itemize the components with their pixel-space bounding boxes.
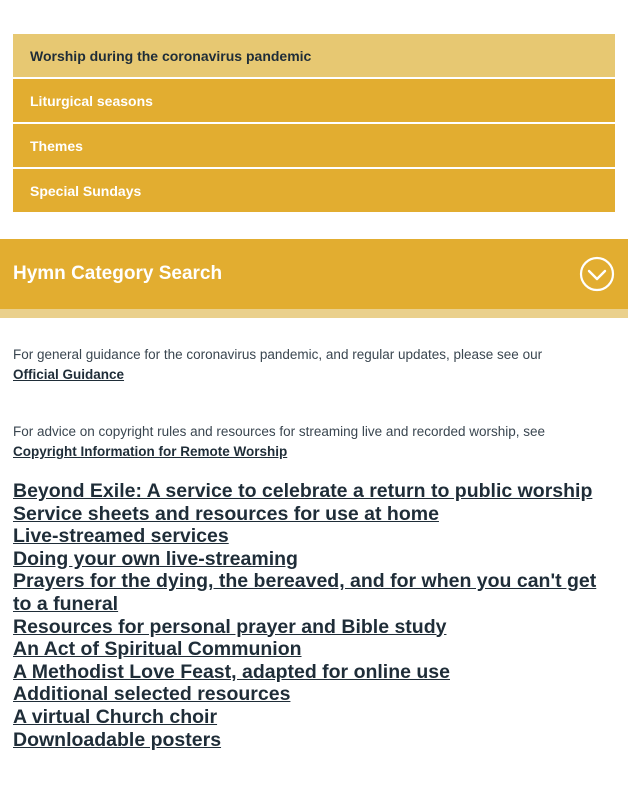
menu-item-label: Themes — [30, 137, 83, 154]
resource-link-service-sheets[interactable]: Service sheets and resources for use at home — [13, 502, 439, 525]
menu-item-worship-coronavirus[interactable] — [13, 34, 615, 77]
menu-item-label: Liturgical seasons — [30, 92, 153, 109]
menu-item-special-sundays[interactable] — [13, 169, 615, 212]
menu-item-label: Special Sundays — [30, 182, 142, 199]
copyright-info-link[interactable]: Copyright Information for Remote Worship — [13, 444, 288, 459]
resource-link-beyond-exile[interactable]: Beyond Exile: A service to celebrate a return to public worship — [13, 480, 593, 502]
menu-item-liturgical-seasons[interactable] — [13, 79, 615, 122]
menu-item-label: Worship during the coronavirus pandemic — [30, 47, 312, 64]
resource-link-additional-resources[interactable]: Additional selected resources — [13, 683, 291, 706]
search-bar-underline — [0, 309, 628, 318]
resource-link-love-feast[interactable]: A Methodist Love Feast, adapted for online use — [13, 660, 450, 683]
resource-link-virtual-choir[interactable]: A virtual Church choir — [13, 705, 218, 728]
guidance-text: For general guidance for the coronavirus pandemic, and regular updates, please see our — [13, 347, 543, 362]
resource-link-live-streamed[interactable]: Live-streamed services — [13, 525, 229, 548]
resource-link-personal-prayer[interactable]: Resources for personal prayer and Bible study — [13, 615, 447, 638]
hymn-category-search-toggle[interactable] — [0, 239, 628, 309]
guidance-paragraph — [13, 345, 615, 385]
search-title: Hymn Category Search — [13, 263, 223, 284]
resource-links — [13, 480, 615, 751]
official-guidance-link[interactable]: Official Guidance — [13, 367, 125, 382]
copyright-text: For advice on copyright rules and resources for streaming live and recorded worship, see — [13, 424, 546, 439]
guidance-section — [13, 345, 615, 459]
resource-link-posters[interactable]: Downloadable posters — [13, 728, 222, 751]
section-menu — [13, 34, 615, 214]
chevron-down-circle-icon[interactable] — [579, 256, 615, 292]
resource-link-prayers-dying[interactable]: Prayers for the dying, the bereaved, and for when you can't get to a funeral — [13, 570, 597, 615]
resource-link-spiritual-communion[interactable]: An Act of Spiritual Communion — [13, 638, 302, 661]
resource-link-own-live-streaming[interactable]: Doing your own live-streaming — [13, 547, 298, 570]
copyright-paragraph — [13, 422, 545, 462]
menu-item-themes[interactable] — [13, 124, 615, 167]
